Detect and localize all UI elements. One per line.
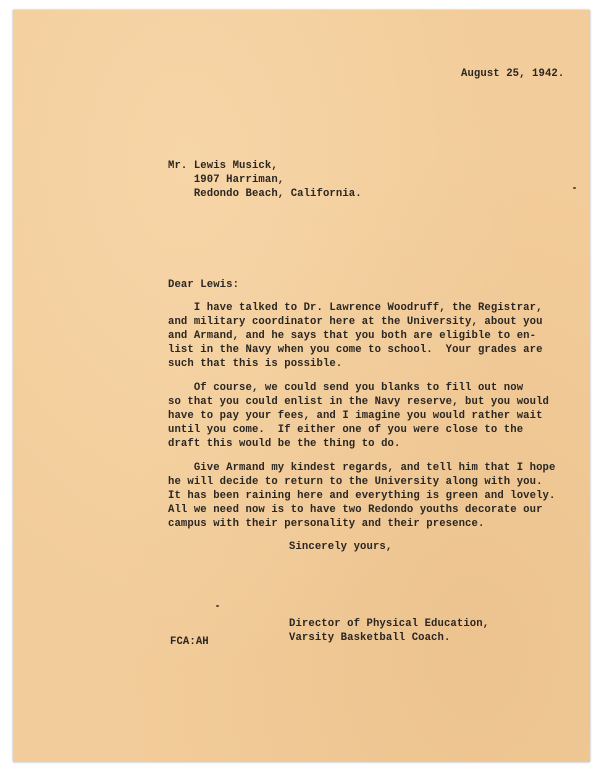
closing: Sincerely yours, bbox=[289, 541, 393, 553]
paragraph-2-line: until you come. If either one of you were close to the bbox=[168, 424, 524, 436]
paragraph-2-line: so that you could enlist in the Navy reserve, but you would bbox=[168, 396, 549, 408]
recipient-name: Mr. Lewis Musick, bbox=[168, 160, 278, 172]
paragraph-2-line: have to pay your fees, and I imagine you would rather wait bbox=[168, 410, 543, 422]
paragraph-1-line: and military coordinator here at the University, about you bbox=[168, 316, 543, 328]
letter-page bbox=[13, 10, 590, 762]
salutation: Dear Lewis: bbox=[168, 279, 240, 291]
signature-title: Director of Physical Education, bbox=[289, 618, 490, 630]
typist-initials: FCA:AH bbox=[170, 636, 209, 648]
paragraph-3-line: campus with their personality and their presence. bbox=[168, 518, 485, 530]
paragraph-2-line: draft this would be the thing to do. bbox=[168, 438, 401, 450]
signature-title: Varsity Basketball Coach. bbox=[289, 632, 451, 644]
paragraph-3-line: he will decide to return to the University along with you. bbox=[168, 476, 543, 488]
paragraph-3-line: All we need now is to have two Redondo youths decorate our bbox=[168, 504, 543, 516]
recipient-city: Redondo Beach, California. bbox=[168, 188, 362, 200]
paragraph-1-line: I have talked to Dr. Lawrence Woodruff, the Registrar, bbox=[168, 302, 543, 314]
paragraph-1-line: and Armand, and he says that you both are eligible to en- bbox=[168, 330, 537, 342]
paper-mark bbox=[216, 605, 219, 607]
paragraph-3-line: Give Armand my kindest regards, and tell him that I hope bbox=[168, 462, 556, 474]
letter-date: August 25, 1942. bbox=[461, 68, 565, 80]
paragraph-3-line: It has been raining here and everything is green and lovely. bbox=[168, 490, 556, 502]
paper-mark bbox=[573, 187, 576, 189]
paragraph-2-line: Of course, we could send you blanks to fill out now bbox=[168, 382, 524, 394]
recipient-street: 1907 Harriman, bbox=[168, 174, 285, 186]
paragraph-1-line: such that this is possible. bbox=[168, 358, 343, 370]
paragraph-1-line: list in the Navy when you come to school. Your grades are bbox=[168, 344, 543, 356]
